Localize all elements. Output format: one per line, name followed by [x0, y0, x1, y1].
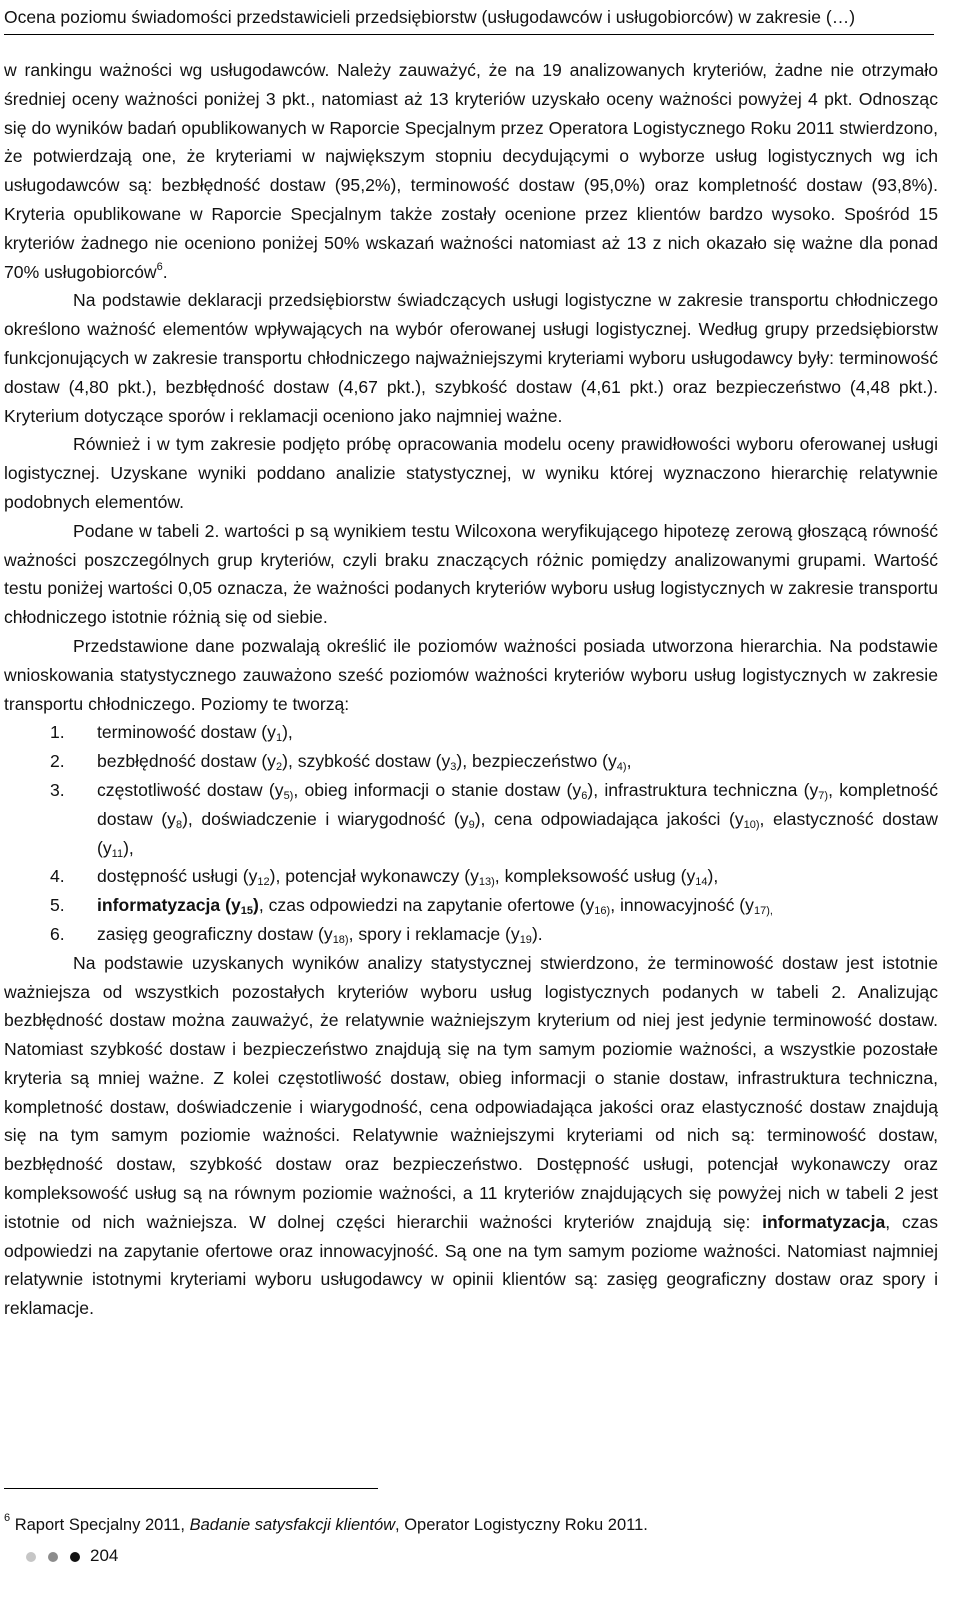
list-item: 5. informatyzacja $(y_{15})$, czas odpowiedzi na zapytanie ofertowe ($y_{16)}$, innowacyjność ($y_{17),}$ [50, 895, 773, 918]
list-item: 6. zasięg geograficzny dostaw ($y_{18)}$, spory i reklamacje $(y_{19})$. [50, 923, 543, 946]
footnote-mark: 6 [4, 1512, 11, 1524]
paragraph-1: w rankingu ważności wg usługodawców. Należy zauważyć, że na 19 analizowanych kryteriów, żadne nie otrzymało średniej oceny ważności poniżej 3 pkt., natomiast aż 13 kryteriów uzyskało oceny ważności powyżej 4 pkt. Odnosząc się do wyników badań opublikowanych w Raporcie Specjalnym przez Operatora Logistycznego Roku 2011 stwierdzono, że potwierdzają one, że kryteriami w największym stopniu decydującymi o wyborze usług logistycznych wg ich usługodawców są: bezbłędność dostaw (95,2%), terminowość dostaw (95,0%) oraz kompletność dostaw (93,8%). Kryteria opublikowane w Raporcie Specjalnym także zostały ocenione przez klientów bardzo wysoko. Spośród 15 kryteriów żadnego nie oceniono poniżej 50% wskazań ważności natomiast aż 13 z nich okazało się ważne dla ponad 70% usługobiorców$^6$. [4, 60, 938, 282]
paragraph-4: Podane w tabeli 2. wartości p są wynikiem testu Wilcoxona weryfikującego hipotezę zerową głoszącą równość ważności poszczególnych grup kryteriów, czyli braku znaczących różnic pomiędzy analizowanymi grupami. Wartość testu poniżej wartości 0,05 oznacza, że ważności podanych kryteriów wyboru usług logistycznych w zakresie transportu chłodniczego istotnie różnią się od siebie. [4, 520, 938, 628]
footnote: $^6$ Raport Specjalny 2011, Badanie satysfakcji klientów, Operator Logistyczny Roku 2011. [4, 1512, 648, 1534]
list-item: 4. dostępność usługi $(y_{12})$, potencjał wykonawczy ($y_{13)}$, kompleksowość usług $(y_{14})$, [50, 866, 719, 889]
list-item: 2. bezbłędność dostaw $(y_2)$, szybkość dostaw $(y_3)$, bezpieczeństwo ($y_{4)}$, [50, 751, 632, 774]
importance-levels-list [4, 718, 938, 948]
list-item: 1. terminowość dostaw $(y_1)$, [50, 722, 293, 745]
footnote-rule [4, 1488, 378, 1489]
paragraph-2: Na podstawie deklaracji przedsiębiorstw świadczących usługi logistyczne w zakresie transportu chłodniczego określono ważność elementów wpływających na wybór oferowanej usługi logistycznej. Według grupy przedsiębiorstw funkcjonujących w zakresie transportu chłodniczego najważniejszymi kryteriami wyboru usługodawcy były: terminowość dostaw (4,80 pkt.), bezbłędność dostaw (4,67 pkt.), szybkość dostaw (4,61 pkt.) oraz bezpieczeństwo (4,48 pkt.). Kryterium dotyczące sporów i reklamacji oceniono jako najmniej ważne. [4, 290, 938, 426]
body-text [4, 56, 938, 1323]
footnote-ref[interactable]: 6 [156, 260, 163, 273]
paragraph-3: Również i w tym zakresie podjęto próbę opracowania modelu oceny prawidłowości wyboru oferowanej usługi logistycznej. Uzyskane wyniki poddano analizie statystycznej, w wyniku której wyznaczono hierarchię relatywnie podobnych elementów. [4, 434, 938, 512]
paragraph-5: Przedstawione dane pozwalają określić ile poziomów ważności posiada utworzona hierarchia. Na podstawie wnioskowania statystycznego zauważono sześć poziomów ważności kryteriów wyboru usług logistycznych w zakresie transportu chłodniczego. Poziomy te tworzą: [4, 635, 938, 714]
grey-dot-icon [48, 1552, 58, 1562]
page-number: 204 [90, 1546, 119, 1565]
running-header: Ocena poziomu świadomości przedstawicieli przedsiębiorstw (usługodawców i usługobiorców) w zakresie (…) [4, 7, 856, 27]
footnote-title: Badanie satysfakcji klientów [189, 1516, 396, 1534]
header-rule [4, 34, 934, 35]
paragraph-6: Na podstawie uzyskanych wyników analizy statystycznej stwierdzono, że terminowość dostaw jest istotnie ważniejsza od wszystkich pozostałych kryteriów wyboru usług logistycznych podanych w tabeli 2. Analizując bezbłędność dostaw można zauważyć, że relatywnie ważniejszym kryterium od niej jest jedynie terminowość dostaw. Natomiast szybkość dostaw i bezpieczeństwo znajdują się na tym samym poziomie ważności, a wszystkie pozostałe kryteria są mniej ważne. Z kolei częstotliwość dostaw, obieg informacji o stanie dostaw, infrastruktura techniczna, kompletność dostaw, doświadczenie i wiarygodność, cena odpowiadająca jakości oraz elastyczność dostaw znajdują się na tym samym poziomie ważności. Relatywnie ważniejszymi kryteriami od nich są: terminowość dostaw, bezbłędność dostaw, szybkość dostaw oraz bezpieczeństwo. Dostępność usługi, potencjał wykonawczy oraz kompleksowość usług są na równym poziomie ważności, a 11 kryteriów znajdujących się powyżej nich w tabeli 2 jest istotnie od nich ważniejsza. W dolnej części hierarchii ważności kryteriów znajdują się: informatyzacja, czas odpowiedzi na zapytanie ofertowe oraz innowacyjność. Są one na tym samym poziome ważności. Natomiast najmniej relatywnie istotnymi kryteriami wyboru usługodawcy w opinii klientów są: zasięg geograficzny dostaw oraz spory i reklamacje. [4, 952, 938, 1319]
dark-dot-icon [70, 1552, 80, 1562]
list-item: 3. częstotliwość dostaw ($y_{5)}$, obieg informacji o stanie dostaw $(y_6)$, infrastruktura techniczna ($y_{7)}$, kompletność dostaw $(y_8)$, doświadczenie i wiarygodność $(y_9)$, cena odpowiadająca jakości ($y_{10)}$, elastyczność dostaw $(y_{11})$, [50, 779, 938, 860]
light-dot-icon [26, 1552, 36, 1562]
